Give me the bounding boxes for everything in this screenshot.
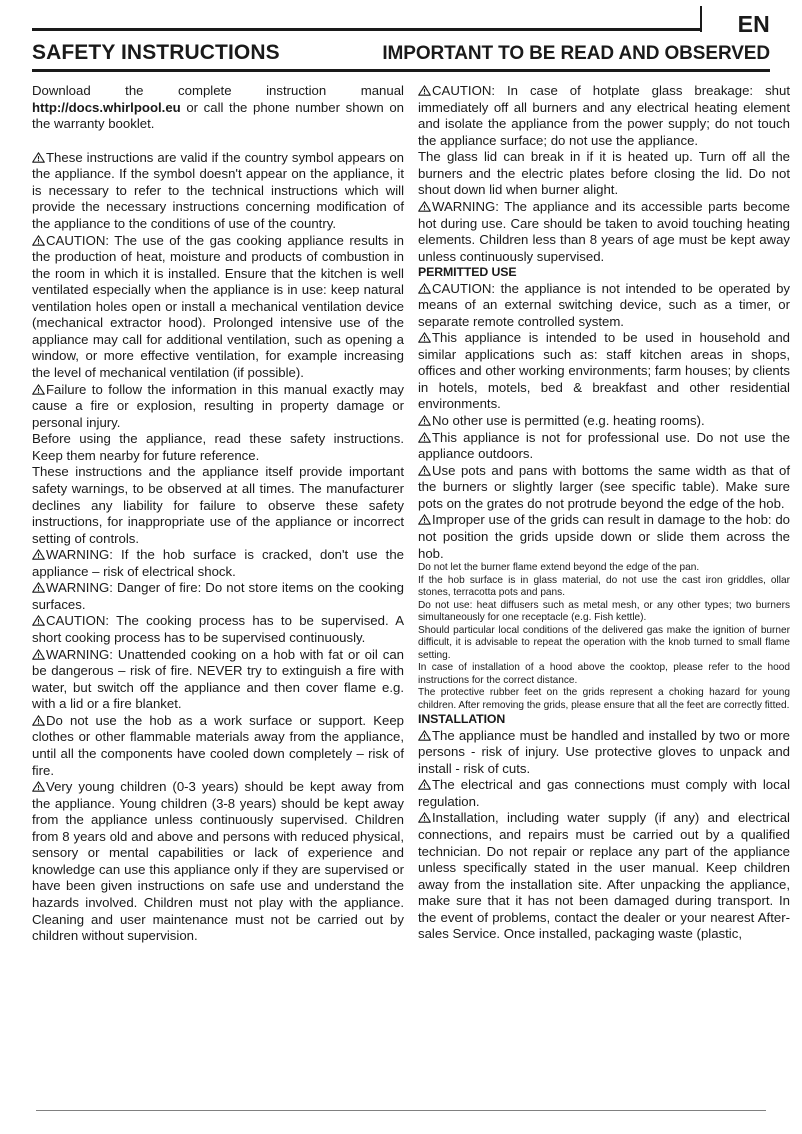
right-column: [418, 83, 790, 945]
safety-paragraph: [418, 199, 790, 265]
paragraph-text: WARNING: Unattended cooking on a hob with fat or oil can be dangerous – risk of fire. NEVER try to extinguish a fire with water, but switch off the appliance and then cover flame e.g. with a lid or a fire blanket.: [32, 646, 404, 712]
safety-paragraph: [32, 779, 404, 945]
paragraph-text: These instructions and the appliance itself provide important safety warnings, to be observed at all times. The manufacturer declines any liability for failure to observe these safety instructions, for inappropriate use of the appliance or incorrect setting of controls.: [32, 464, 404, 546]
download-text-post: or call the phone number shown on the warranty booklet.: [32, 99, 404, 132]
paragraph-text: CAUTION: the appliance is not intended to be operated by means of an external switching device, such as a timer, or separate remote controlled system.: [418, 280, 790, 329]
paragraph-text: These instructions are valid if the country symbol appears on the appliance. If the symbol doesn't appear on the appliance, it is necessary to refer to the technical instructions which will provide the necessary instructions concerning modification of the appliance to the conditions of use of the country.: [32, 149, 404, 231]
safety-paragraph: [418, 149, 790, 199]
permitted-use-paragraph: [418, 281, 790, 331]
small-note: [418, 562, 790, 575]
paragraph-text: No other use is permitted (e.g. heating rooms).: [432, 413, 705, 429]
paragraph-text: This appliance is intended to be used in household and similar applications such as: staff kitchen areas in shops, offices and other working environments; farm houses; by clients in hotels, motels, bed & breakfast and other residential environments.: [418, 330, 790, 412]
warning-triangle-icon: [418, 730, 431, 741]
download-text-pre: Download the complete instruction manual: [32, 83, 404, 98]
permitted-use-paragraph: [418, 413, 790, 430]
safety-paragraph: [32, 233, 404, 382]
warning-triangle-icon: [32, 715, 45, 726]
paragraph-text: This appliance is not for professional use. Do not use the appliance outdoors.: [418, 429, 790, 462]
warning-triangle-icon: [32, 549, 45, 560]
section-heading-installation: INSTALLATION: [418, 712, 506, 727]
paragraph-text: The appliance must be handled and installed by two or more persons - risk of injury. Use protective gloves to unpack and install - risk of cuts.: [418, 727, 790, 776]
paragraph-text: CAUTION: The cooking process has to be supervised. A short cooking process has to be supervised continuously.: [32, 613, 404, 645]
safety-paragraph: [32, 382, 404, 432]
paragraph-text: Use pots and pans with bottoms the same width as that of the burners or slightly larger (see specific table). Make sure pots on the grates do not protrude beyond the edge of the hob.: [418, 462, 790, 511]
paragraph-text: Before using the appliance, read these safety instructions. Keep them nearby for future reference.: [32, 431, 404, 463]
warning-triangle-icon: [418, 201, 431, 212]
paragraph-text: Should particular local conditions of the delivered gas make the ignition of burner difficult, it is advisable to repeat the operation with the knob turned to small flame setting.: [418, 624, 790, 661]
safety-paragraph: [32, 547, 404, 580]
paragraph-text: CAUTION: In case of hotplate glass breakage: shut immediately off all burners and any electrical heating element and isolate the appliance from the power supply; do not touch the appliance surface; do not use the appliance.: [418, 83, 790, 148]
page-title: SAFETY INSTRUCTIONS: [32, 41, 280, 64]
paragraph-text: The glass lid can break in if it is heated up. Turn off all the burners and the electric plates before closing the lid. Do not shout down lid when burner alight.: [418, 149, 790, 198]
warning-triangle-icon: [32, 781, 45, 792]
permitted-use-paragraph: [418, 430, 790, 463]
warning-triangle-icon: [418, 432, 431, 443]
small-note: [418, 575, 790, 600]
warning-triangle-icon: [32, 152, 45, 163]
header-tick-divider: [700, 6, 702, 32]
paragraph-text: Do not use the hob as a work surface or support. Keep clothes or other flammable materials away from the appliance, until all the components have cooled down completely – risk of fire.: [32, 712, 404, 778]
header-title-row: [32, 34, 770, 65]
small-note: [418, 662, 790, 687]
paragraph-text: Very young children (0-3 years) should be kept away from the appliance. Young children (3-8 years) should be kept away from the appliance unless continuously supervised. Children from 8 years old and above and persons with reduced physical, sensory or mental capabilities or lack of experience and knowledge can use this appliance only if they are supervised or have been given instructions on safe use and understand the hazards involved. Children must not play with the appliance. Cleaning and user maintenance must not be carried out by children without supervision.: [32, 779, 404, 944]
warning-triangle-icon: [418, 332, 431, 343]
left-column: [32, 83, 404, 945]
safety-paragraph: [32, 431, 404, 464]
safety-paragraph: [32, 647, 404, 713]
page-header: [32, 0, 770, 72]
header-bottom-rule: [32, 69, 770, 72]
header-top-rule: [32, 28, 700, 31]
permitted-use-paragraph: [418, 463, 790, 513]
section-heading-permitted-use: PERMITTED USE: [418, 265, 517, 280]
language-code: EN: [737, 11, 770, 37]
warning-triangle-icon: [418, 85, 431, 96]
paragraph-text: WARNING: If the hob surface is cracked, don't use the appliance – risk of electrical shock.: [32, 547, 404, 579]
paragraph-text: The electrical and gas connections must comply with local regulation.: [418, 777, 790, 809]
installation-paragraph: [418, 777, 790, 810]
paragraph-text: The protective rubber feet on the grids represent a choking hazard for young children. After removing the grids, please ensure that all the feet are correctly fitted.: [418, 687, 790, 711]
paragraph-text: Installation, including water supply (if any) and electrical connections, and repairs must be carried out by a qualified technician. Do not repair or replace any part of the appliance unless specifically stated in the user manual. Keep children away from the installation site. After unpacking the appliance, make sure that it has not been damaged during transport. In the event of problems, contact the dealer or your nearest After-sales Service. Once installed, packaging waste (plastic,: [418, 810, 790, 942]
warning-triangle-icon: [418, 465, 431, 476]
warning-triangle-icon: [32, 649, 45, 660]
page-subtitle: IMPORTANT TO BE READ AND OBSERVED: [382, 43, 770, 64]
paragraph-text: WARNING: The appliance and its accessible parts become hot during use. Care should be taken to avoid touching heating elements. Children less than 8 years of age must be kept away unless continuously supervised.: [418, 198, 790, 264]
warning-triangle-icon: [418, 812, 431, 823]
safety-paragraph: [32, 580, 404, 613]
safety-paragraph: [32, 713, 404, 779]
warning-triangle-icon: [32, 235, 45, 246]
warning-triangle-icon: [418, 415, 431, 426]
paragraph-text: Do not let the burner flame extend beyond the edge of the pan.: [418, 562, 700, 574]
warning-triangle-icon: [418, 283, 431, 294]
paragraph-spacer: [32, 133, 404, 150]
warning-triangle-icon: [418, 779, 431, 790]
download-paragraph: [32, 83, 404, 133]
permitted-use-paragraph: [418, 512, 790, 562]
small-note: [418, 600, 790, 625]
permitted-use-paragraph: [418, 330, 790, 413]
small-note: [418, 687, 790, 712]
warning-triangle-icon: [32, 615, 45, 626]
small-note: [418, 625, 790, 663]
warning-triangle-icon: [418, 514, 431, 525]
paragraph-text: In case of installation of a hood above the cooktop, please refer to the hood instructions for the correct distance.: [418, 662, 790, 686]
safety-paragraph: [32, 150, 404, 233]
paragraph-text: Failure to follow the information in this manual exactly may cause a fire or explosion, resulting in property damage or personal injury.: [32, 381, 404, 430]
warning-triangle-icon: [32, 384, 45, 395]
manual-url-link[interactable]: http://docs.whirlpool.eu: [32, 99, 181, 115]
paragraph-text: WARNING: Danger of fire: Do not store items on the cooking surfaces.: [32, 580, 404, 612]
paragraph-text: Improper use of the grids can result in damage to the hob: do not position the grids upside down or slide them across the hob.: [418, 512, 790, 561]
paragraph-text: If the hob surface is in glass material, do not use the cast iron griddles, ollar stones, terracotta pots and pans.: [418, 574, 790, 599]
warning-triangle-icon: [32, 582, 45, 593]
paragraph-text: CAUTION: The use of the gas cooking appliance results in the production of heat, moisture and products of combustion in the room in which it is installed. Ensure that the kitchen is well ventilated especially when the appliance is in use: keep natural ventilation holes open or install a mechanical ventilation device (mechanical extractor hood). Prolonged intensive use of the appliance may call for additional ventilation, such as opening a window, or more effective ventilation, for example increasing the level of mechanical ventilation (if possible).: [32, 232, 404, 380]
safety-paragraph: [32, 464, 404, 547]
installation-paragraph: [418, 728, 790, 778]
safety-paragraph: [32, 613, 404, 646]
installation-paragraph: [418, 810, 790, 943]
footer-rule: [36, 1110, 766, 1111]
paragraph-text: Do not use: heat diffusers such as metal mesh, or any other types; two burners simultaneously for one receptacle (e.g. Fish kettle).: [418, 599, 790, 624]
safety-paragraph: [418, 83, 790, 149]
header-top-row: [32, 8, 770, 37]
two-column-body: [32, 83, 790, 945]
